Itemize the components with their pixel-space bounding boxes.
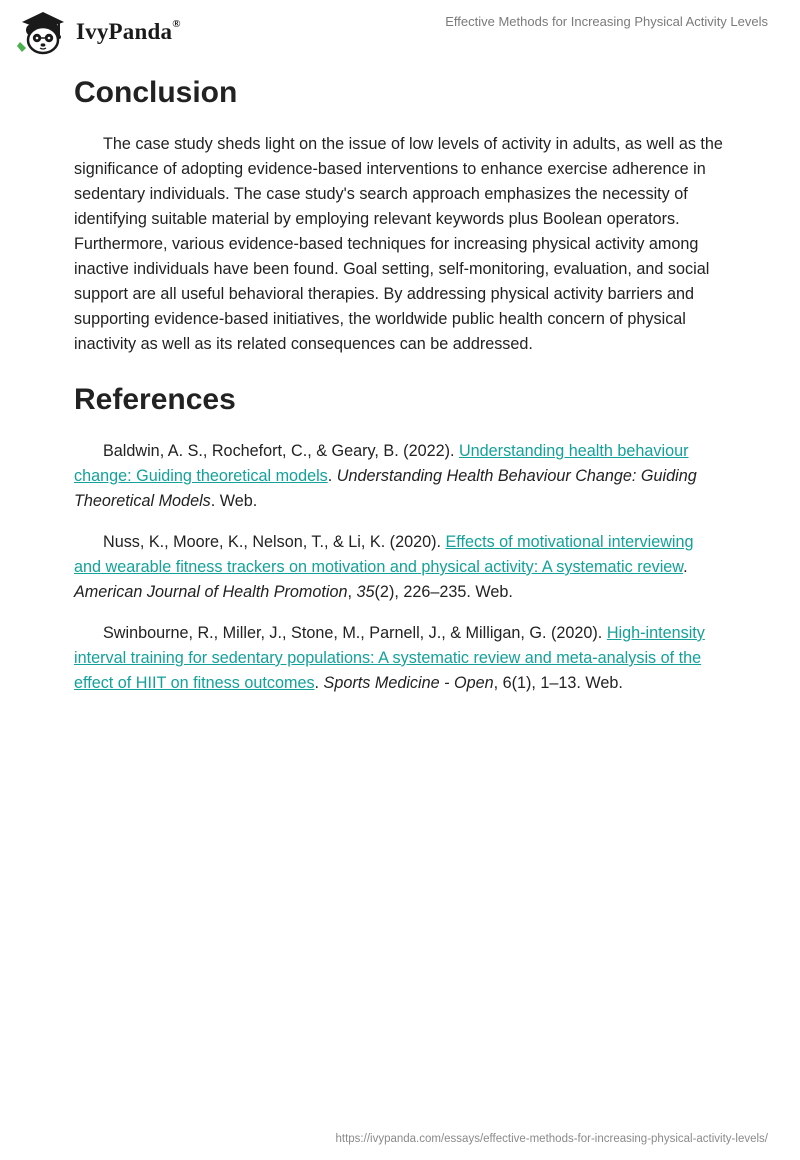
footer-url: https://ivypanda.com/essays/effective-methods-for-increasing-physical-activity-levels/	[335, 1133, 768, 1145]
conclusion-heading: Conclusion	[74, 76, 238, 109]
reference-link-2[interactable]: Effects of motivational interviewing and wearable fitness trackers on motivation and physical activity: A systematic review	[74, 533, 694, 576]
reference-item-2: Nuss, K., Moore, K., Nelson, T., & Li, K. (2020). Effects of motivational interviewing and wearable fitness trackers on motivation and physical activity: A systematic review. American Journal of Health Promotion, 35(2), 226–235. Web.	[74, 533, 694, 601]
reference-link-1[interactable]: Understanding health behaviour change: Guiding theoretical models	[74, 442, 689, 485]
reference-item-1: Baldwin, A. S., Rochefort, C., & Geary, B. (2022). Understanding health behaviour change: Guiding theoretical models. Understanding Health Behaviour Change: Guiding Theoretical Models. Web.	[74, 442, 697, 510]
conclusion-paragraph: The case study sheds light on the issue of low levels of activity in adults, as well as the significance of adopting evidence-based interventions to enhance exercise adherence in sedentary individuals. The case study's search approach emphasizes the necessity of identifying suitable material by employing relevant keywords plus Boolean operators. Furthermore, various evidence-based techniques for increasing physical activity among inactive individuals have been found. Goal setting, self-monitoring, evaluation, and social support are all useful behavioral therapies. By addressing physical activity barriers and supporting evidence-based initiatives, the worldwide public health concern of physical inactivity as well as its related consequences can be addressed.	[74, 135, 723, 353]
reference-link-3[interactable]: High-intensity interval training for sedentary populations: A systematic review and meta-analysis of the effect of HIIT on fitness outcomes	[74, 624, 705, 692]
panda-logo-icon	[14, 8, 72, 56]
reference-item-3: Swinbourne, R., Miller, J., Stone, M., Parnell, J., & Milligan, G. (2020). High-intensity interval training for sedentary populations: A systematic review and meta-analysis of the effect of HIIT on fitness outcomes. Sports Medicine - Open, 6(1), 1–13. Web.	[74, 624, 705, 692]
references-heading: References	[74, 383, 236, 416]
article-body	[74, 70, 724, 712]
logo-text: IvyPanda®	[76, 18, 181, 44]
document-title: Effective Methods for Increasing Physical Activity Levels	[445, 14, 768, 29]
logo[interactable]	[14, 8, 181, 56]
